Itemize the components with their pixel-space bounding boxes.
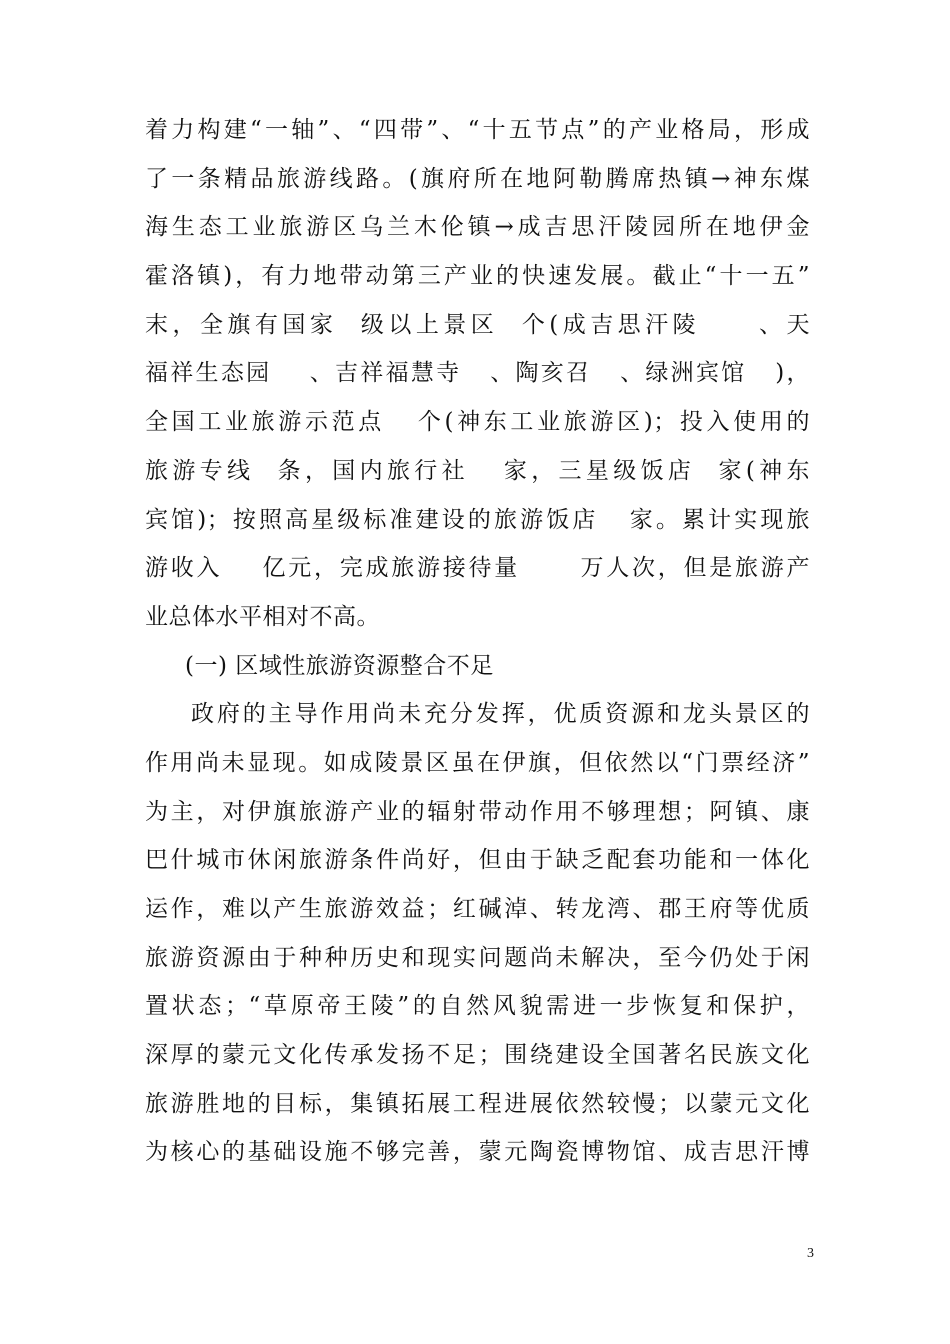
text-line: 霍洛镇)，有力地带动第三产业的快速发展。截止“十一五” xyxy=(145,263,810,290)
text-line: 全国工业旅游示范点 个(神东工业旅游区)；投入使用的 xyxy=(145,409,810,436)
text-line: 旅游资源由于种种历史和现实问题尚未解决，至今仍处于闲 xyxy=(145,944,810,971)
text-line: 宾馆)；按照高星级标准建设的旅游饭店 家。累计实现旅 xyxy=(145,506,810,533)
text-line: 着力构建“一轴”、“四带”、“十五节点”的产业格局，形成 xyxy=(145,117,810,143)
text-line: 为核心的基础设施不够完善，蒙元陶瓷博物馆、成吉思汗博 xyxy=(145,1139,810,1166)
text-line: 置状态；“草原帝王陵”的自然风貌需进一步恢复和保护， xyxy=(145,993,810,1020)
text-line: 业总体水平相对不高。 xyxy=(145,603,380,630)
text-line: 了一条精品旅游线路。(旗府所在地阿勒腾席热镇→神东煤 xyxy=(145,165,810,192)
text-line: 巴什城市休闲旅游条件尚好，但由于缺乏配套功能和一体化 xyxy=(145,847,810,874)
section-heading: (一) 区域性旅游资源整合不足 xyxy=(185,652,494,679)
text-line: 旅游专线 条，国内旅行社 家，三星级饭店 家(神东 xyxy=(145,457,810,484)
text-line: 作用尚未显现。如成陵景区虽在伊旗，但依然以“门票经济” xyxy=(145,749,810,776)
text-line: 运作，难以产生旅游效益；红碱淖、转龙湾、郡王府等优质 xyxy=(145,896,810,922)
text-line: 旅游胜地的目标，集镇拓展工程进展依然较慢；以蒙元文化 xyxy=(145,1090,810,1117)
text-line: 政府的主导作用尚未充分发挥，优质资源和龙头景区的 xyxy=(191,701,810,728)
text-line: 福祥生态园 、吉祥福慧寺 、陶亥召 、绿洲宾馆 )， xyxy=(145,360,810,387)
page-number: 3 xyxy=(807,1246,814,1261)
text-line: 为主，对伊旗旅游产业的辐射带动作用不够理想；阿镇、康 xyxy=(145,798,810,825)
text-line: 海生态工业旅游区乌兰木伦镇→成吉思汗陵园所在地伊金 xyxy=(145,214,810,241)
text-line: 游收入 亿元，完成旅游接待量 万人次，但是旅游产 xyxy=(145,555,810,582)
text-line: 深厚的蒙元文化传承发扬不足；围绕建设全国著名民族文化 xyxy=(145,1042,810,1069)
text-line: 末，全旗有国家 级以上景区 个(成吉思汗陵 、天 xyxy=(145,311,810,338)
body-text xyxy=(145,106,810,1177)
